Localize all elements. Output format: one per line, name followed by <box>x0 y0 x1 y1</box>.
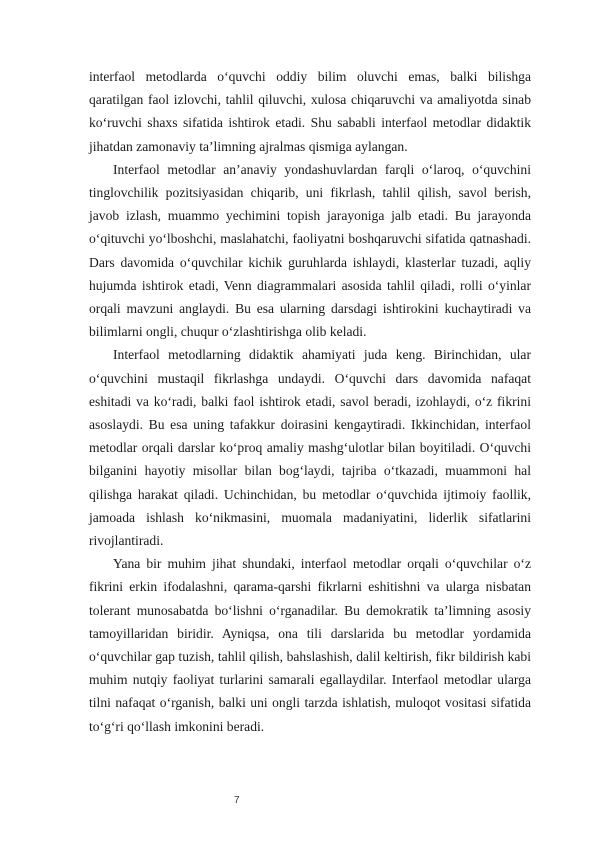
document-page <box>89 65 531 738</box>
paragraph-democratic-learning: Yana bir muhim jihat shundaki, interfaol metodlar orqali o‘quvchilar o‘z fikrini erkin ifodalashni, qarama-qarshi fikrlarni eshitishni va ularga nisbatan tolerant munosabatda bo‘lishni o‘rganadilar. Bu demokratik ta’limning asosiy tamoyillaridan biridir. Ayniqsa, ona tili darslarida bu metodlar yordamida o‘quvchilar gap tuzish, tahlil qilish, bahslashish, dalil keltirish, fikr bildirish kabi muhim nutqiy faoliyat turlarini samarali egallaydilar. Interfaol metodlar ularga tilni nafaqat o‘rganish, balki uni ongli tarzda ishlatish, muloqot vositasi sifatida to‘g‘ri qo‘llash imkonini beradi. <box>89 556 531 734</box>
page-number: 7 <box>234 795 240 806</box>
paragraph-continuation: interfaol metodlarda o‘quvchi oddiy bilim oluvchi emas, balki bilishga qaratilgan faol izlovchi, tahlil qiluvchi, xulosa chiqaruvchi va amaliyotda sinab ko‘ruvchi shaxs sifatida ishtirok etadi. Shu sababli interfaol metodlar didaktik jihatdan zamonaviy ta’limning ajralmas qismiga aylangan. <box>89 69 531 154</box>
paragraph-didactic-importance: Interfaol metodlarning didaktik ahamiyati juda keng. Birinchidan, ular o‘quvchini mustaqil fikrlashga undaydi. O‘quvchi dars davomida nafaqat eshitadi va ko‘radi, balki faol ishtirok etadi, savol beradi, izohlaydi, o‘z fikrini asoslaydi. Bu esa uning tafakkur doirasini kengaytiradi. Ikkinchidan, interfaol metodlar orqali darslar ko‘proq amaliy mashg‘ulotlar bilan boyitiladi. O‘quvchi bilganini hayotiy misollar bilan bog‘laydi, tajriba o‘tkazadi, muammoni hal qilishga harakat qiladi. Uchinchidan, bu metodlar o‘quvchida ijtimoiy faollik, jamoada ishlash ko‘nikmasini, muomala madaniyatini, liderlik sifatlarini rivojlantiradi. <box>89 347 531 549</box>
paragraph-interfaol-vs-traditional: Interfaol metodlar an’anaviy yondashuvlardan farqli o‘laroq, o‘quvchini tinglovchilik pozitsiyasidan chiqarib, uni fikrlash, tahlil qilish, savol berish, javob izlash, muammo yechimini topish jarayoniga jalb etadi. Bu jarayonda o‘qituvchi yo‘lboshchi, maslahatchi, faoliyatni boshqaruvchi sifatida qatnashadi. Dars davomida o‘quvchilar kichik guruhlarda ishlaydi, klasterlar tuzadi, aqliy hujumda ishtirok etadi, Venn diagrammalari asosida tahlil qiladi, rolli o‘yinlar orqali mavzuni anglaydi. Bu esa ularning darsdagi ishtirokini kuchaytiradi va bilimlarni ongli, chuqur o‘zlashtirishga olib keladi. <box>89 161 531 340</box>
